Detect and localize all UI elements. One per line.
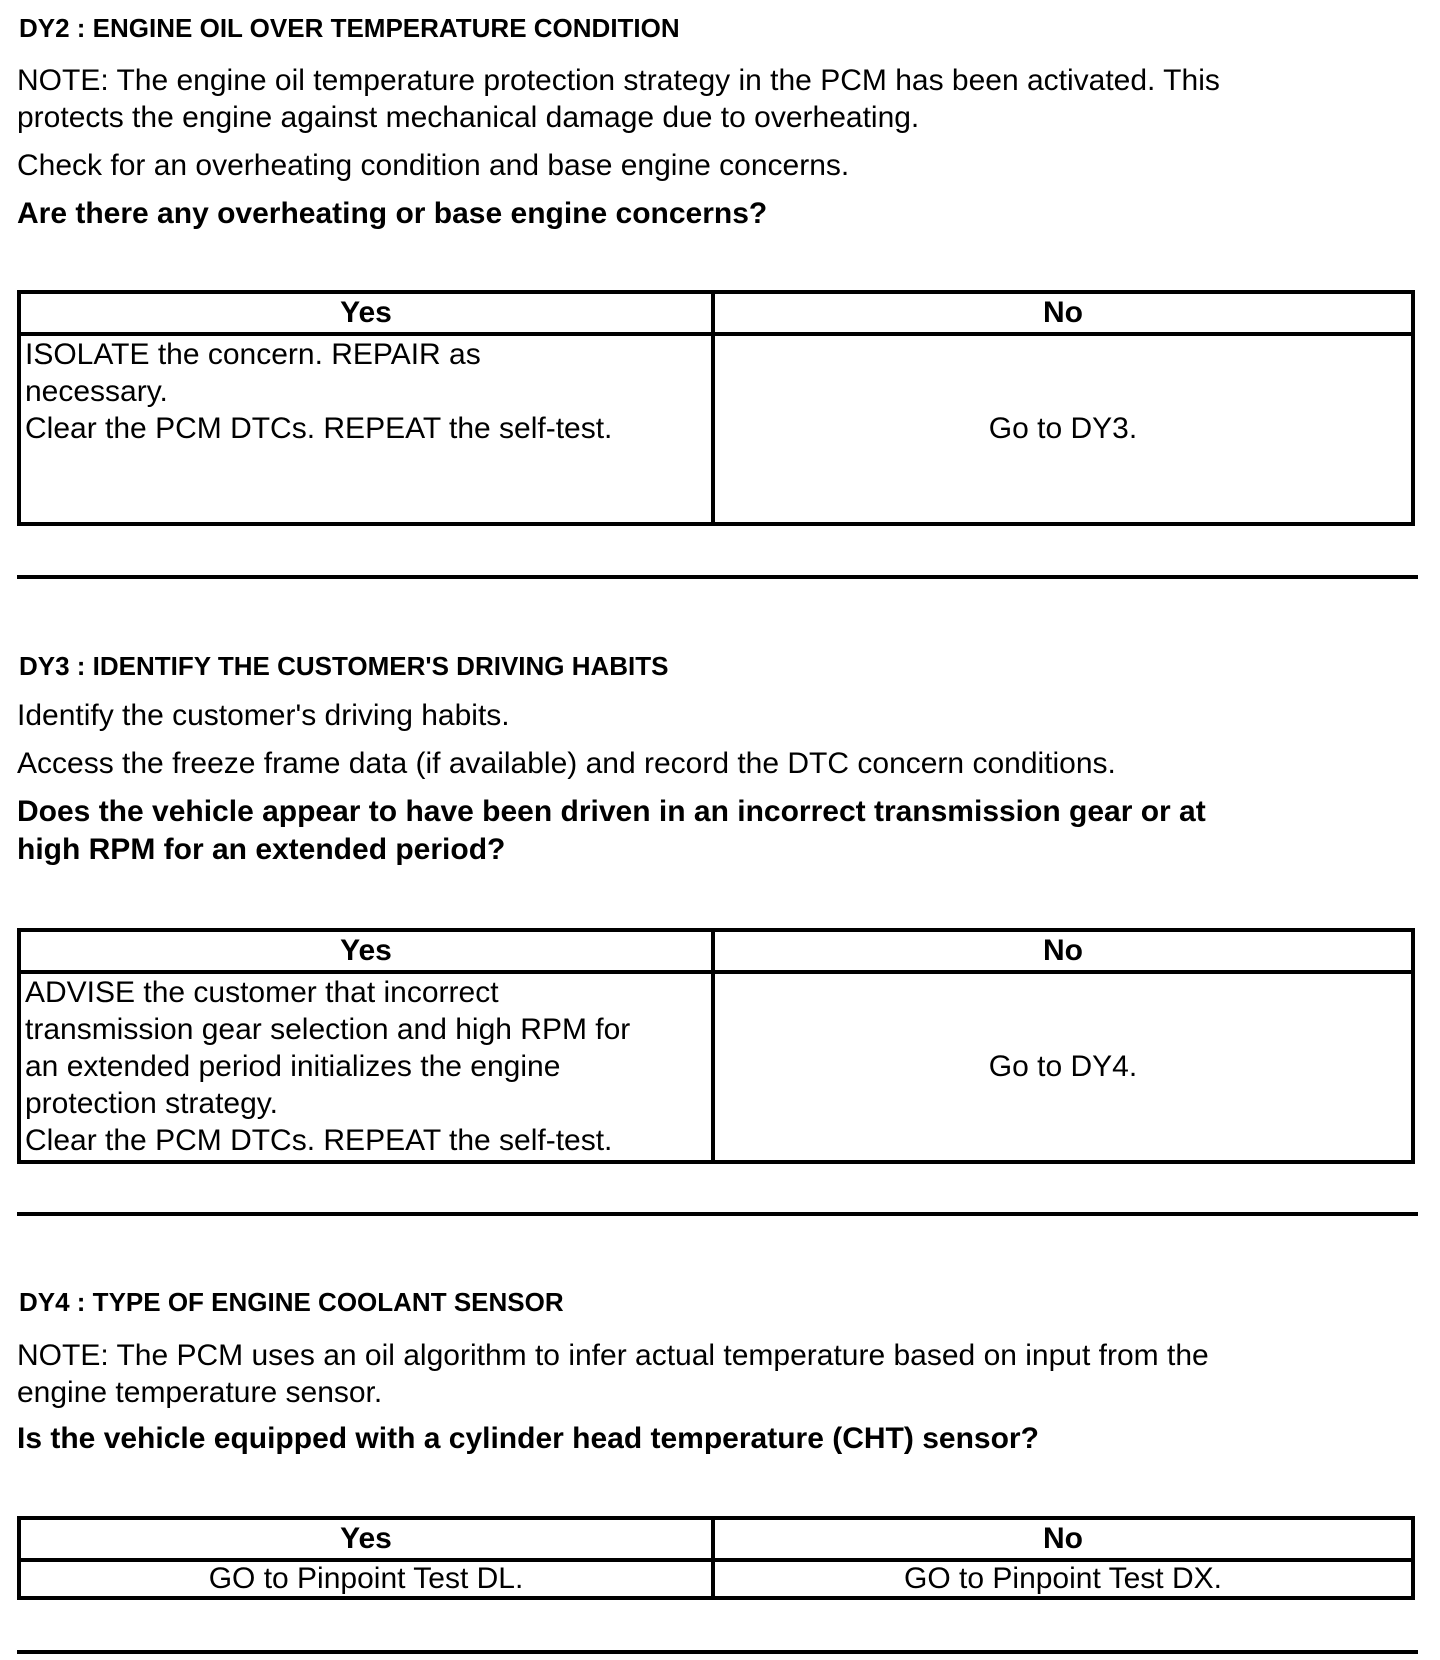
dy4-note-line-1: NOTE: The PCM uses an oil algorithm to infer actual temperature based on input from the <box>17 1339 1209 1372</box>
dy4-decision-table <box>17 1516 1415 1600</box>
dy2-decision-table <box>17 290 1415 526</box>
dy3-yes-line-4: protection strategy. <box>25 1087 278 1120</box>
dy3-question-line-1: Does the vehicle appear to have been driven in an incorrect transmission gear or at <box>17 795 1206 828</box>
dy2-yes-line-1: ISOLATE the concern. REPAIR as <box>25 338 481 371</box>
dy2-note-line-1: NOTE: The engine oil temperature protection strategy in the PCM has been activated. This <box>17 64 1220 97</box>
dy2-question: Are there any overheating or base engine concerns? <box>17 197 768 230</box>
dy3-question-line-2: high RPM for an extended period? <box>17 833 506 866</box>
dy3-instruction-1: Identify the customer's driving habits. <box>17 699 510 732</box>
dy2-yes-header: Yes <box>19 292 713 334</box>
dy2-yes-line-3: Clear the PCM DTCs. REPEAT the self-test. <box>25 412 613 445</box>
dy4-yes-cell: GO to Pinpoint Test DL. <box>19 1560 713 1598</box>
dy4-no-cell: GO to Pinpoint Test DX. <box>713 1560 1413 1598</box>
dy2-note-line-2: protects the engine against mechanical damage due to overheating. <box>17 101 920 134</box>
dy4-yes-header: Yes <box>19 1518 713 1560</box>
dy3-yes-line-1: ADVISE the customer that incorrect <box>25 976 499 1009</box>
dy3-yes-cell <box>19 972 713 1162</box>
dy2-yes-line-2: necessary. <box>25 375 168 408</box>
dy3-heading: DY3 : IDENTIFY THE CUSTOMER'S DRIVING HABITS <box>19 651 669 681</box>
dy4-note-line-2: engine temperature sensor. <box>17 1376 383 1409</box>
dy3-yes-line-2: transmission gear selection and high RPM for <box>25 1013 631 1046</box>
section-divider-3 <box>17 1650 1418 1654</box>
section-divider-2 <box>17 1212 1418 1216</box>
dy4-note <box>17 1337 1209 1411</box>
dy3-yes-line-3: an extended period initializes the engine <box>25 1050 561 1083</box>
dy2-note <box>17 62 1220 136</box>
dy3-yes-line-5: Clear the PCM DTCs. REPEAT the self-test. <box>25 1124 613 1157</box>
dy3-decision-table <box>17 928 1415 1164</box>
dy3-yes-header: Yes <box>19 930 713 972</box>
dy2-no-header: No <box>713 292 1413 334</box>
dy4-question: Is the vehicle equipped with a cylinder head temperature (CHT) sensor? <box>17 1422 1039 1455</box>
dy2-heading: DY2 : ENGINE OIL OVER TEMPERATURE CONDITION <box>19 13 680 43</box>
dy3-no-header: No <box>713 930 1413 972</box>
dy2-yes-cell <box>19 334 713 524</box>
dy4-heading: DY4 : TYPE OF ENGINE COOLANT SENSOR <box>19 1287 564 1317</box>
dy3-question <box>17 793 1206 869</box>
dy3-no-cell: Go to DY4. <box>713 972 1413 1162</box>
section-divider-1 <box>17 575 1418 579</box>
dy4-no-header: No <box>713 1518 1413 1560</box>
dy2-no-cell: Go to DY3. <box>713 334 1413 524</box>
dy2-instruction: Check for an overheating condition and base engine concerns. <box>17 149 850 182</box>
dy3-instruction-2: Access the freeze frame data (if available) and record the DTC concern conditions. <box>17 747 1116 780</box>
